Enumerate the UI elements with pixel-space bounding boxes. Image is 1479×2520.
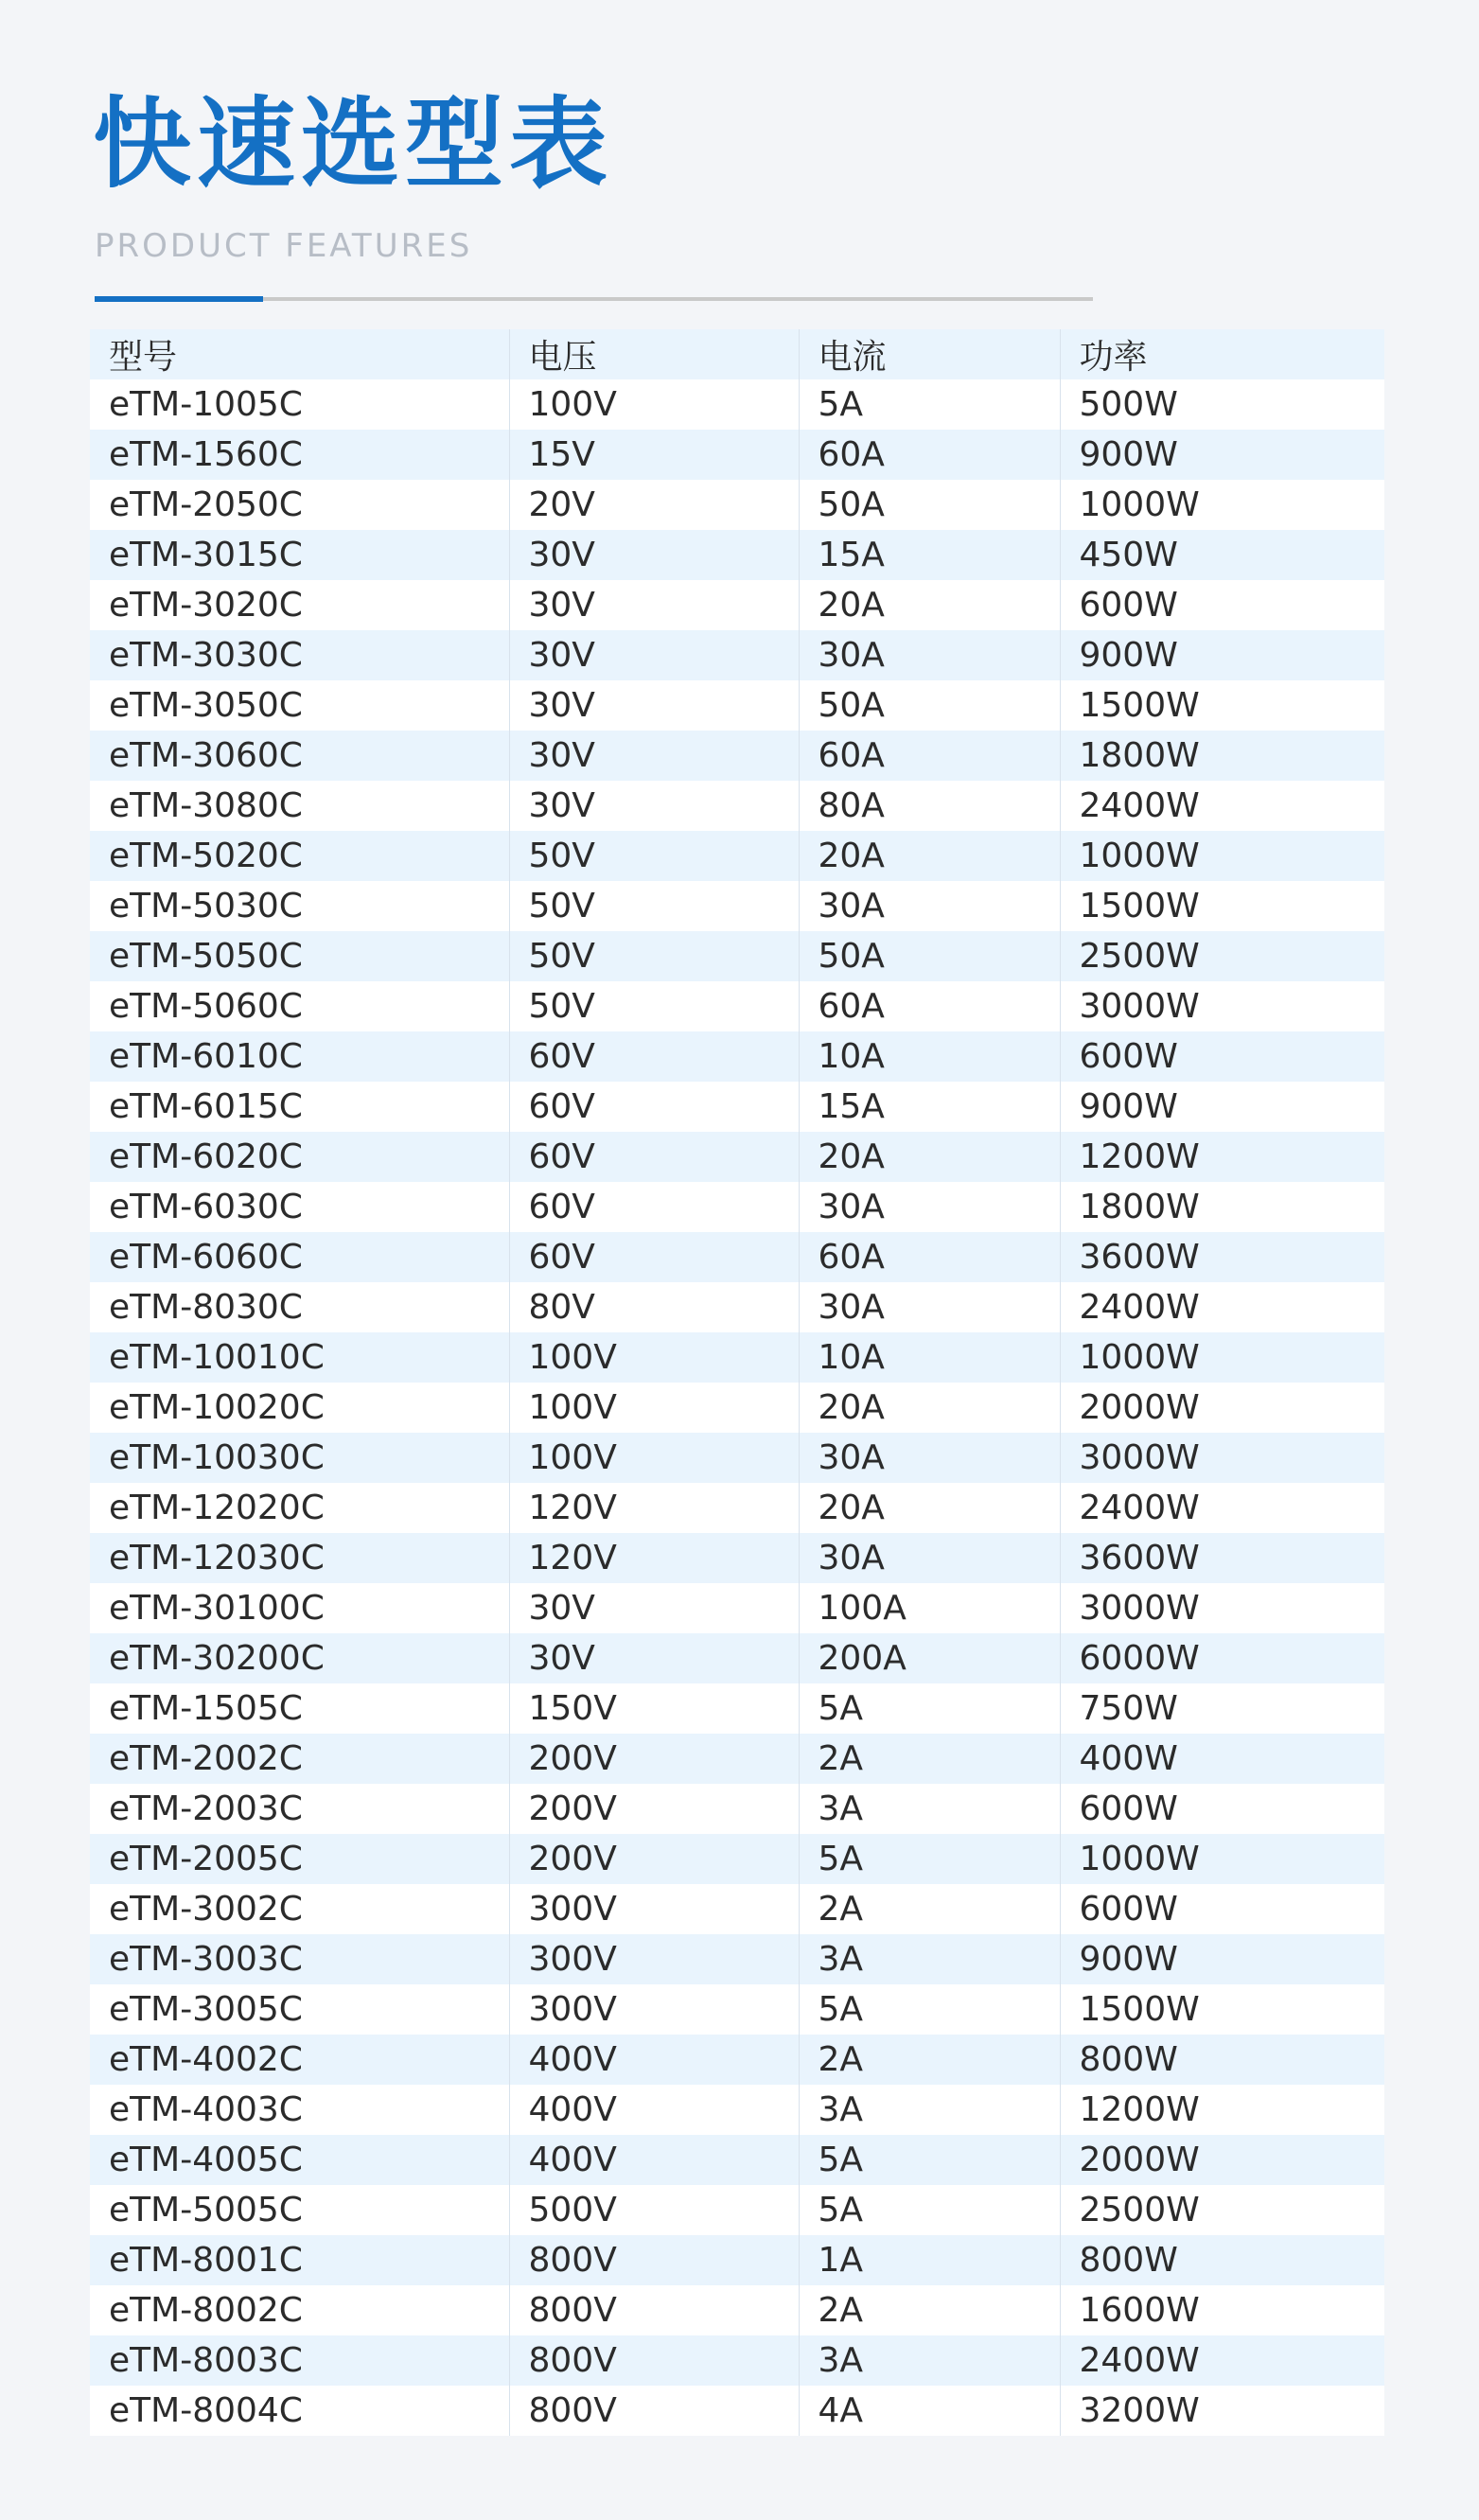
cell-current: 5A (799, 2135, 1060, 2185)
title-divider-accent (95, 296, 263, 302)
column-header-power: 功率 (1060, 329, 1384, 379)
cell-power: 600W (1060, 1031, 1384, 1082)
table-row (90, 1483, 1384, 1533)
cell-current: 50A (799, 680, 1060, 731)
table-row (90, 1182, 1384, 1232)
cell-model: eTM-12030C (109, 1539, 325, 1577)
cell-power: 3600W (1060, 1533, 1384, 1583)
cell-model: eTM-2050C (109, 485, 303, 524)
cell-model: eTM-6030C (109, 1188, 303, 1226)
cell-voltage: 150V (509, 1683, 799, 1734)
cell-model: eTM-2002C (109, 1739, 303, 1778)
cell-power: 3600W (1060, 1232, 1384, 1282)
cell-current: 2A (799, 1884, 1060, 1934)
cell-voltage: 200V (509, 1784, 799, 1834)
cell-model: eTM-10020C (109, 1388, 325, 1427)
column-header-model: 型号 (109, 338, 178, 377)
table-row (90, 1734, 1384, 1784)
cell-voltage: 30V (509, 731, 799, 781)
cell-power: 2400W (1060, 781, 1384, 831)
cell-power: 900W (1060, 1934, 1384, 1984)
table-row (90, 2185, 1384, 2235)
table-row (90, 1533, 1384, 1583)
cell-current: 20A (799, 1383, 1060, 1433)
table-row (90, 731, 1384, 781)
cell-model: eTM-4002C (109, 2040, 303, 2079)
table-body (90, 379, 1384, 2436)
cell-current: 20A (799, 831, 1060, 881)
cell-current: 2A (799, 2035, 1060, 2085)
table-row (90, 2135, 1384, 2185)
cell-voltage: 50V (509, 881, 799, 931)
table-row (90, 2085, 1384, 2135)
cell-model: eTM-3030C (109, 636, 303, 675)
table-row (90, 1031, 1384, 1082)
table-row (90, 580, 1384, 630)
cell-voltage: 80V (509, 1282, 799, 1332)
cell-voltage: 500V (509, 2185, 799, 2235)
cell-voltage: 200V (509, 1834, 799, 1884)
cell-model: eTM-30200C (109, 1639, 325, 1678)
cell-voltage: 30V (509, 630, 799, 680)
cell-voltage: 100V (509, 1383, 799, 1433)
table-row (90, 1332, 1384, 1383)
cell-model: eTM-4003C (109, 2090, 303, 2129)
cell-voltage: 30V (509, 580, 799, 630)
table-row (90, 430, 1384, 480)
cell-model: eTM-1560C (109, 435, 303, 474)
cell-voltage: 300V (509, 1934, 799, 1984)
table-row (90, 1132, 1384, 1182)
cell-model: eTM-3003C (109, 1940, 303, 1979)
cell-voltage: 15V (509, 430, 799, 480)
cell-current: 50A (799, 480, 1060, 530)
cell-voltage: 100V (509, 1332, 799, 1383)
cell-model: eTM-3020C (109, 586, 303, 625)
cell-current: 5A (799, 1834, 1060, 1884)
table-row (90, 2335, 1384, 2386)
cell-model: eTM-8030C (109, 1288, 303, 1327)
cell-power: 1800W (1060, 1182, 1384, 1232)
cell-power: 2500W (1060, 2185, 1384, 2235)
cell-current: 5A (799, 379, 1060, 430)
cell-voltage: 60V (509, 1031, 799, 1082)
cell-power: 400W (1060, 1734, 1384, 1784)
cell-model: eTM-1005C (109, 385, 303, 424)
table-row (90, 2235, 1384, 2285)
cell-power: 2400W (1060, 1282, 1384, 1332)
cell-current: 200A (799, 1633, 1060, 1683)
cell-power: 1200W (1060, 2085, 1384, 2135)
cell-current: 1A (799, 2235, 1060, 2285)
cell-model: eTM-5030C (109, 887, 303, 925)
cell-power: 2500W (1060, 931, 1384, 981)
cell-power: 750W (1060, 1683, 1384, 1734)
table-row (90, 1433, 1384, 1483)
cell-current: 10A (799, 1031, 1060, 1082)
cell-voltage: 30V (509, 1633, 799, 1683)
cell-current: 60A (799, 430, 1060, 480)
table-row (90, 2285, 1384, 2335)
table-row (90, 680, 1384, 731)
cell-current: 2A (799, 1734, 1060, 1784)
cell-current: 20A (799, 1132, 1060, 1182)
cell-current: 30A (799, 1182, 1060, 1232)
cell-current: 2A (799, 2285, 1060, 2335)
cell-model: eTM-3015C (109, 536, 303, 574)
cell-voltage: 120V (509, 1483, 799, 1533)
cell-current: 3A (799, 1784, 1060, 1834)
cell-power: 2400W (1060, 1483, 1384, 1533)
table-row (90, 480, 1384, 530)
cell-current: 60A (799, 1232, 1060, 1282)
table-row (90, 1583, 1384, 1633)
cell-power: 2000W (1060, 1383, 1384, 1433)
cell-power: 1000W (1060, 1834, 1384, 1884)
cell-model: eTM-8003C (109, 2341, 303, 2380)
cell-model: eTM-8001C (109, 2241, 303, 2280)
table-row (90, 931, 1384, 981)
column-header-voltage: 电压 (509, 329, 799, 379)
table-header-row (90, 329, 1384, 379)
cell-current: 30A (799, 1533, 1060, 1583)
cell-current: 60A (799, 731, 1060, 781)
cell-current: 4A (799, 2386, 1060, 2436)
table-row (90, 881, 1384, 931)
table-row (90, 1633, 1384, 1683)
cell-model: eTM-3050C (109, 686, 303, 725)
cell-model: eTM-6020C (109, 1137, 303, 1176)
table-row (90, 630, 1384, 680)
table-row (90, 1884, 1384, 1934)
cell-voltage: 800V (509, 2335, 799, 2386)
cell-power: 800W (1060, 2235, 1384, 2285)
table-row (90, 530, 1384, 580)
cell-voltage: 120V (509, 1533, 799, 1583)
cell-power: 1200W (1060, 1132, 1384, 1182)
cell-power: 1000W (1060, 480, 1384, 530)
cell-model: eTM-30100C (109, 1589, 325, 1628)
cell-model: eTM-2003C (109, 1789, 303, 1828)
cell-power: 900W (1060, 630, 1384, 680)
cell-power: 800W (1060, 2035, 1384, 2085)
cell-voltage: 60V (509, 1132, 799, 1182)
cell-voltage: 50V (509, 931, 799, 981)
table-row (90, 2035, 1384, 2085)
table-row (90, 1282, 1384, 1332)
cell-power: 900W (1060, 1082, 1384, 1132)
cell-power: 1800W (1060, 731, 1384, 781)
cell-model: eTM-6015C (109, 1087, 303, 1126)
cell-power: 1600W (1060, 2285, 1384, 2335)
cell-power: 1000W (1060, 831, 1384, 881)
selection-table (90, 329, 1384, 2436)
cell-power: 600W (1060, 1784, 1384, 1834)
cell-current: 15A (799, 530, 1060, 580)
cell-current: 10A (799, 1332, 1060, 1383)
cell-power: 3200W (1060, 2386, 1384, 2436)
cell-current: 100A (799, 1583, 1060, 1633)
cell-current: 80A (799, 781, 1060, 831)
title-divider (95, 297, 1093, 301)
column-header-current: 电流 (799, 329, 1060, 379)
cell-current: 3A (799, 2335, 1060, 2386)
cell-voltage: 20V (509, 480, 799, 530)
cell-voltage: 30V (509, 530, 799, 580)
cell-current: 30A (799, 1433, 1060, 1483)
cell-power: 2000W (1060, 2135, 1384, 2185)
cell-current: 30A (799, 881, 1060, 931)
cell-model: eTM-2005C (109, 1840, 303, 1878)
cell-model: eTM-10030C (109, 1438, 325, 1477)
cell-model: eTM-12020C (109, 1489, 325, 1527)
cell-power: 450W (1060, 530, 1384, 580)
cell-model: eTM-10010C (109, 1338, 325, 1377)
table-row (90, 781, 1384, 831)
cell-current: 3A (799, 1934, 1060, 1984)
cell-voltage: 100V (509, 379, 799, 430)
cell-power: 600W (1060, 1884, 1384, 1934)
cell-power: 600W (1060, 580, 1384, 630)
cell-current: 30A (799, 630, 1060, 680)
table-row (90, 1984, 1384, 2035)
cell-power: 1500W (1060, 680, 1384, 731)
cell-power: 3000W (1060, 1433, 1384, 1483)
cell-model: eTM-8002C (109, 2291, 303, 2330)
cell-model: eTM-5050C (109, 937, 303, 976)
table-row (90, 1232, 1384, 1282)
cell-model: eTM-4005C (109, 2141, 303, 2179)
cell-current: 50A (799, 931, 1060, 981)
cell-voltage: 30V (509, 1583, 799, 1633)
cell-power: 1000W (1060, 1332, 1384, 1383)
cell-voltage: 400V (509, 2035, 799, 2085)
cell-voltage: 200V (509, 1734, 799, 1784)
cell-model: eTM-5060C (109, 987, 303, 1026)
table-row (90, 379, 1384, 430)
cell-voltage: 60V (509, 1182, 799, 1232)
cell-voltage: 30V (509, 781, 799, 831)
cell-power: 1500W (1060, 1984, 1384, 2035)
table-row (90, 2386, 1384, 2436)
page-title: 快速选型表 (93, 86, 614, 202)
cell-current: 20A (799, 580, 1060, 630)
cell-voltage: 30V (509, 680, 799, 731)
cell-current: 20A (799, 1483, 1060, 1533)
table-row (90, 1834, 1384, 1884)
cell-power: 3000W (1060, 981, 1384, 1031)
page-subtitle: PRODUCT FEATURES (95, 227, 473, 265)
table-row (90, 1683, 1384, 1734)
table-row (90, 981, 1384, 1031)
cell-current: 5A (799, 1984, 1060, 2035)
cell-model: eTM-3002C (109, 1890, 303, 1929)
table-row (90, 1082, 1384, 1132)
cell-voltage: 100V (509, 1433, 799, 1483)
cell-model: eTM-6010C (109, 1037, 303, 1076)
cell-model: eTM-8004C (109, 2391, 303, 2430)
cell-power: 2400W (1060, 2335, 1384, 2386)
cell-voltage: 800V (509, 2235, 799, 2285)
cell-voltage: 400V (509, 2085, 799, 2135)
cell-current: 3A (799, 2085, 1060, 2135)
cell-model: eTM-3060C (109, 736, 303, 775)
cell-voltage: 800V (509, 2386, 799, 2436)
cell-voltage: 800V (509, 2285, 799, 2335)
cell-model: eTM-5020C (109, 837, 303, 875)
table-row (90, 1934, 1384, 1984)
table-row (90, 1784, 1384, 1834)
cell-power: 1500W (1060, 881, 1384, 931)
cell-current: 60A (799, 981, 1060, 1031)
cell-current: 5A (799, 2185, 1060, 2235)
cell-power: 6000W (1060, 1633, 1384, 1683)
table-row (90, 831, 1384, 881)
cell-current: 5A (799, 1683, 1060, 1734)
table-row (90, 1383, 1384, 1433)
cell-voltage: 50V (509, 831, 799, 881)
cell-voltage: 300V (509, 1884, 799, 1934)
cell-voltage: 300V (509, 1984, 799, 2035)
cell-current: 30A (799, 1282, 1060, 1332)
cell-power: 900W (1060, 430, 1384, 480)
cell-voltage: 50V (509, 981, 799, 1031)
cell-current: 15A (799, 1082, 1060, 1132)
cell-model: eTM-5005C (109, 2191, 303, 2229)
cell-model: eTM-3080C (109, 786, 303, 825)
cell-model: eTM-1505C (109, 1689, 303, 1728)
cell-voltage: 60V (509, 1232, 799, 1282)
cell-voltage: 400V (509, 2135, 799, 2185)
cell-power: 500W (1060, 379, 1384, 430)
cell-power: 3000W (1060, 1583, 1384, 1633)
cell-model: eTM-6060C (109, 1238, 303, 1277)
cell-voltage: 60V (509, 1082, 799, 1132)
cell-model: eTM-3005C (109, 1990, 303, 2029)
